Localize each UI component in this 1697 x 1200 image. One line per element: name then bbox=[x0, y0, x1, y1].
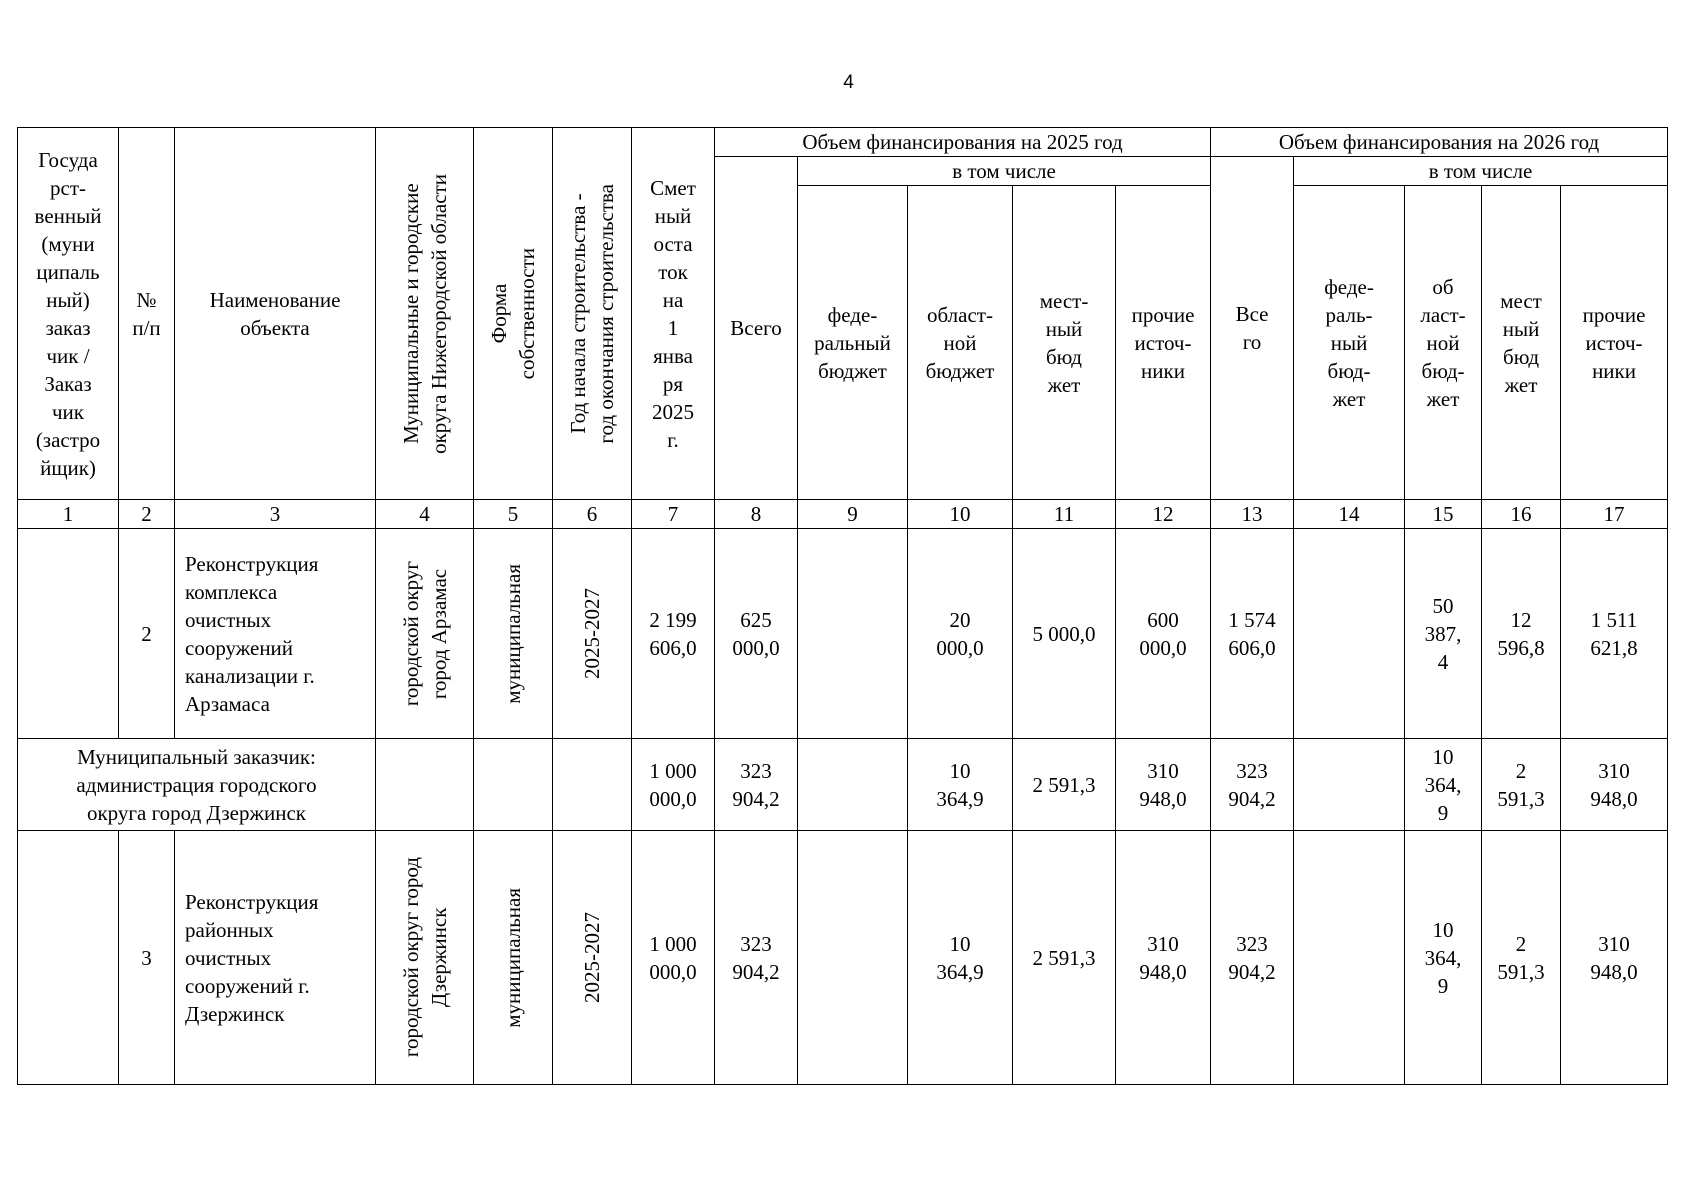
header-local-2025: мест- ный бюд жет bbox=[1013, 186, 1116, 500]
customer-cell bbox=[18, 831, 119, 1085]
column-number: 12 bbox=[1116, 500, 1211, 529]
table-row bbox=[18, 831, 1668, 1085]
header-federal-2026: феде- раль- ный бюд- жет bbox=[1294, 186, 1405, 500]
estimated-balance: 2 199 606,0 bbox=[632, 529, 715, 739]
column-numbers-row bbox=[18, 500, 1668, 529]
total-2025: 323 904,2 bbox=[715, 831, 798, 1085]
ownership bbox=[474, 739, 553, 831]
regional-2026: 10 364, 9 bbox=[1405, 739, 1482, 831]
row-number: 3 bbox=[119, 831, 175, 1085]
header-customer: Госуда рст- венный (муни ципаль ный) заказ чик / Заказ чик (застро йщик) bbox=[18, 128, 119, 500]
total-2025: 625 000,0 bbox=[715, 529, 798, 739]
construction-years bbox=[553, 739, 632, 831]
table-row bbox=[18, 529, 1668, 739]
header-ownership: Форма собственности bbox=[474, 128, 553, 500]
local-2026: 2 591,3 bbox=[1482, 831, 1561, 1085]
header-total-2026: Все го bbox=[1211, 157, 1294, 500]
object-name: Реконструкция районных очистных сооружений г. Дзержинск bbox=[175, 831, 376, 1085]
column-number: 14 bbox=[1294, 500, 1405, 529]
district: городской округ город Арзамас bbox=[376, 529, 474, 739]
federal-2025 bbox=[798, 529, 908, 739]
district bbox=[376, 739, 474, 831]
financing-table bbox=[17, 127, 1668, 1085]
other-2026: 310 948,0 bbox=[1561, 739, 1668, 831]
customer-row bbox=[18, 739, 1668, 831]
header-estimated-balance: Смет ный оста ток на 1 янва ря 2025 г. bbox=[632, 128, 715, 500]
regional-2026: 50 387, 4 bbox=[1405, 529, 1482, 739]
local-2025: 5 000,0 bbox=[1013, 529, 1116, 739]
header-object-name: Наименование объекта bbox=[175, 128, 376, 500]
local-2025: 2 591,3 bbox=[1013, 739, 1116, 831]
header-financing-2025: Объем финансирования на 2025 год bbox=[715, 128, 1211, 157]
header-total-2025: Всего bbox=[715, 157, 798, 500]
column-number: 1 bbox=[18, 500, 119, 529]
total-2026: 323 904,2 bbox=[1211, 739, 1294, 831]
local-2026: 12 596,8 bbox=[1482, 529, 1561, 739]
estimated-balance: 1 000 000,0 bbox=[632, 739, 715, 831]
customer-label: Муниципальный заказчик: администрация городского округа город Дзержинск bbox=[18, 739, 376, 831]
other-2025: 310 948,0 bbox=[1116, 739, 1211, 831]
header-local-2026: мест ный бюд жет bbox=[1482, 186, 1561, 500]
district: городской округ город Дзержинск bbox=[376, 831, 474, 1085]
column-number: 17 bbox=[1561, 500, 1668, 529]
column-number: 6 bbox=[553, 500, 632, 529]
page-number: 4 bbox=[843, 72, 854, 93]
federal-2026 bbox=[1294, 529, 1405, 739]
header-other-2026: прочие источ- ники bbox=[1561, 186, 1668, 500]
header-including-2026: в том числе bbox=[1294, 157, 1668, 186]
header-row-1 bbox=[18, 128, 1668, 157]
regional-2025: 10 364,9 bbox=[908, 831, 1013, 1085]
column-number: 15 bbox=[1405, 500, 1482, 529]
federal-2025 bbox=[798, 831, 908, 1085]
column-number: 7 bbox=[632, 500, 715, 529]
column-number: 2 bbox=[119, 500, 175, 529]
header-regional-2026: об ласт- ной бюд- жет bbox=[1405, 186, 1482, 500]
column-number: 5 bbox=[474, 500, 553, 529]
column-number: 3 bbox=[175, 500, 376, 529]
column-number: 4 bbox=[376, 500, 474, 529]
ownership: муниципальная bbox=[474, 831, 553, 1085]
header-years: Год начала строительства - год окончания строительства bbox=[553, 128, 632, 500]
column-number: 16 bbox=[1482, 500, 1561, 529]
ownership: муниципальная bbox=[474, 529, 553, 739]
federal-2026 bbox=[1294, 739, 1405, 831]
other-2026: 310 948,0 bbox=[1561, 831, 1668, 1085]
header-other-2025: прочие источ- ники bbox=[1116, 186, 1211, 500]
header-federal-2025: феде- ральный бюджет bbox=[798, 186, 908, 500]
header-regional-2025: област- ной бюджет bbox=[908, 186, 1013, 500]
header-number: № п/п bbox=[119, 128, 175, 500]
row-number: 2 bbox=[119, 529, 175, 739]
construction-years: 2025-2027 bbox=[553, 831, 632, 1085]
column-number: 8 bbox=[715, 500, 798, 529]
header-financing-2026: Объем финансирования на 2026 год bbox=[1211, 128, 1668, 157]
regional-2025: 10 364,9 bbox=[908, 739, 1013, 831]
regional-2025: 20 000,0 bbox=[908, 529, 1013, 739]
federal-2026 bbox=[1294, 831, 1405, 1085]
federal-2025 bbox=[798, 739, 908, 831]
total-2026: 323 904,2 bbox=[1211, 831, 1294, 1085]
construction-years: 2025-2027 bbox=[553, 529, 632, 739]
column-number: 9 bbox=[798, 500, 908, 529]
local-2026: 2 591,3 bbox=[1482, 739, 1561, 831]
customer-cell bbox=[18, 529, 119, 739]
local-2025: 2 591,3 bbox=[1013, 831, 1116, 1085]
other-2026: 1 511 621,8 bbox=[1561, 529, 1668, 739]
estimated-balance: 1 000 000,0 bbox=[632, 831, 715, 1085]
other-2025: 310 948,0 bbox=[1116, 831, 1211, 1085]
header-district: Муниципальные и городские округа Нижегородской области bbox=[376, 128, 474, 500]
header-including-2025: в том числе bbox=[798, 157, 1211, 186]
total-2026: 1 574 606,0 bbox=[1211, 529, 1294, 739]
object-name: Реконструкция комплекса очистных сооружений канализации г. Арзамаса bbox=[175, 529, 376, 739]
other-2025: 600 000,0 bbox=[1116, 529, 1211, 739]
column-number: 10 bbox=[908, 500, 1013, 529]
column-number: 11 bbox=[1013, 500, 1116, 529]
total-2025: 323 904,2 bbox=[715, 739, 798, 831]
regional-2026: 10 364, 9 bbox=[1405, 831, 1482, 1085]
column-number: 13 bbox=[1211, 500, 1294, 529]
